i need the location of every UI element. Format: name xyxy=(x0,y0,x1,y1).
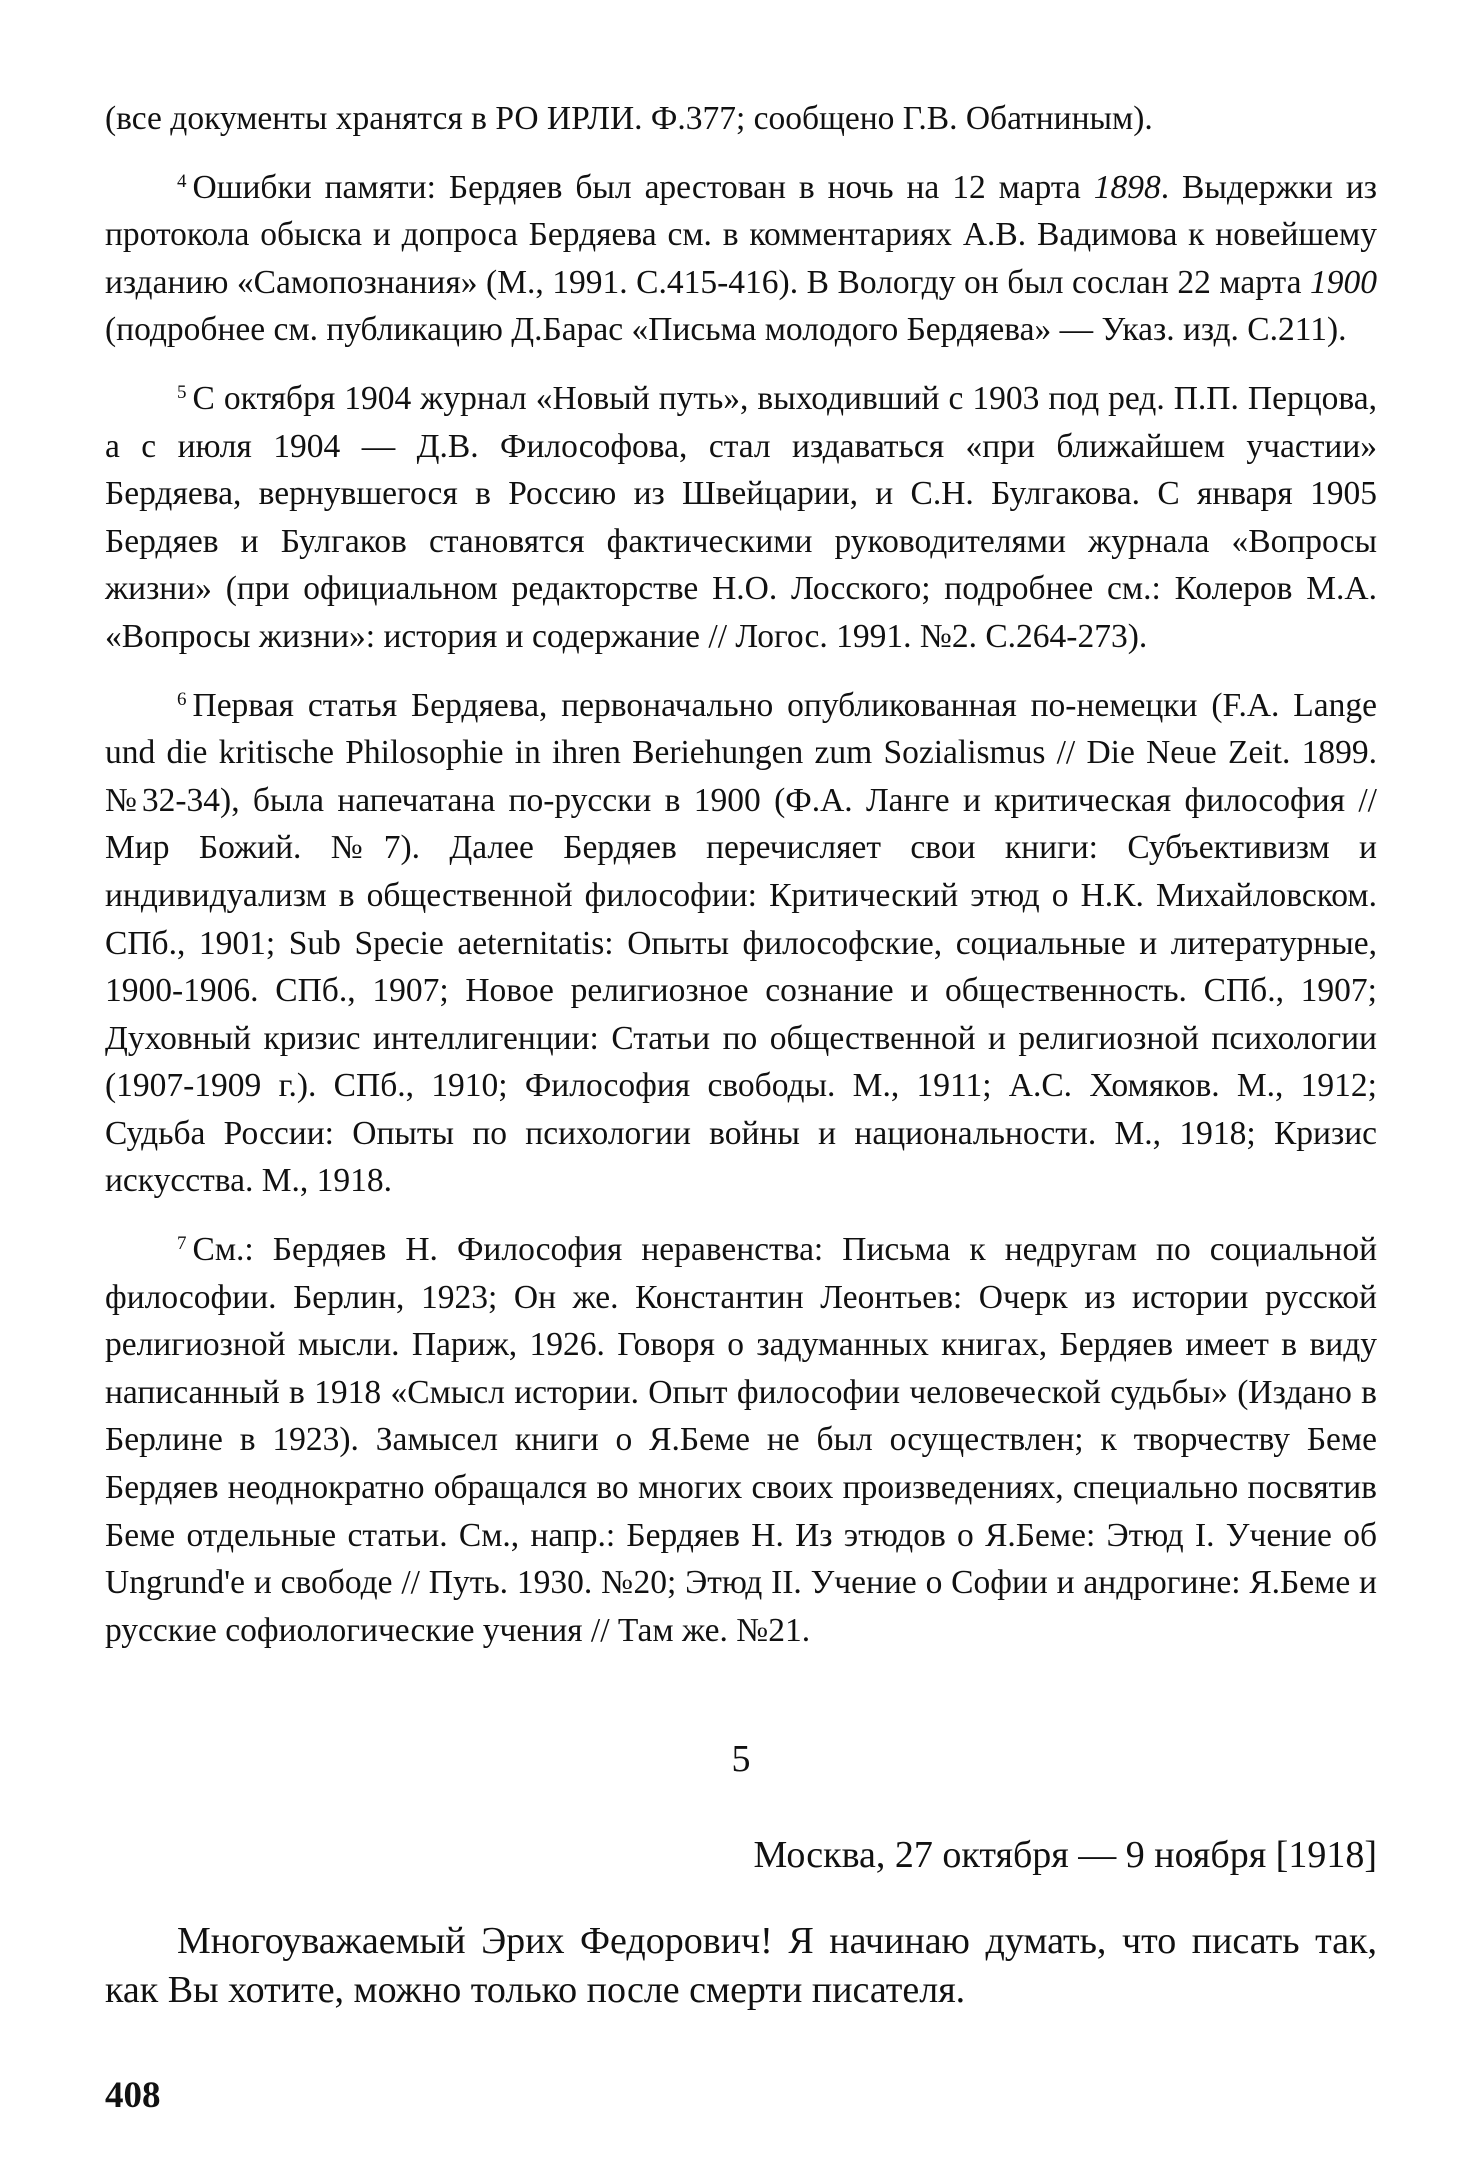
letter-body: Многоуважаемый Эрих Федорович! Я начинаю думать, что писать так, как Вы хотите, можно только после смерти писателя. xyxy=(105,1920,1377,2011)
footnote-number: 4 xyxy=(177,170,187,192)
footnote-number: 6 xyxy=(177,688,187,710)
footnote-text-part: (подробнее см. публикацию Д.Барас «Письма молодого Бердяева» — Указ. изд. С.211). xyxy=(105,311,1347,349)
footnote-6 xyxy=(105,682,1377,1206)
footnote-text-part: . Выдержки из протокола обыска и допроса Бердяева см. в комментариях А.В. Вадимова к новейшему изданию «Самопознания» (М., 1991. С.415-416). В Вологду он был сослан 22 марта xyxy=(105,168,1377,301)
page-content xyxy=(105,95,1377,2116)
page-number: 408 xyxy=(105,2075,161,2116)
footnote-7 xyxy=(105,1226,1377,1654)
footnote-number: 7 xyxy=(177,1233,187,1255)
footnote-italic-year: 1898 xyxy=(1093,168,1161,206)
letter-number: 5 xyxy=(731,1738,751,1780)
footnote-text: С октября 1904 журнал «Новый путь», выходивший с 1903 под ред. П.П. Перцова, а с июля 1904 — Д.В. Философова, стал издаваться «при ближайшем участии» Бердяева, вернувшегося в Россию из Швейцарии, и С.Н. Булгакова. С января 1905 Бердяев и Булгаков становятся фактическими руководителями журнала «Вопросы жизни» (при официальном редакторстве Н.О. Лосского; подробнее см.: Колеров М.А. «Вопросы жизни»: история и содержание // Логос. 1991. №2. С.264-273). xyxy=(105,379,1377,655)
footnote-text: Первая статья Бердяева, первоначально опубликованная по-немецки (F.A. Lange und die kritische Philosophie in ihren Beriehungen zum Sozialismus // Die Neue Zeit. 1899. №32-34), была напечатана по-русски в 1900 (Ф.А. Ланге и критическая философия // Мир Божий. №7). Далее Бердяев перечисляет свои книги: Субъективизм и индивидуализм в общественной философии: Критический этюд о Н.К. Михайловском. СПб., 1901; Sub Specie aeternitatis: Опыты философские, социальные и литературные, 1900-1906. СПб., 1907; Новое религиозное сознание и общественность. СПб., 1907; Духовный кризис интеллигенции: Статьи по общественной и религиозной психологии (1907-1909 г.). СПб., 1910; Философия свободы. М., 1911; А.С. Хомяков. М., 1912; Судьба России: Опыты по психологии войны и национальности. М., 1918; Кризис искусства. М., 1918. xyxy=(105,686,1377,1200)
letter-place-date: Москва, 27 октября — 9 ноября [1918] xyxy=(753,1834,1377,1876)
footnote-4 xyxy=(105,164,1377,354)
footnote-continuation xyxy=(105,95,1377,143)
footnote-text-part: Ошибки памяти: Бердяев был арестован в ночь на 12 марта xyxy=(192,168,1094,206)
footnote-text: (все документы хранятся в РО ИРЛИ. Ф.377; сообщено Г.В. Обатниным). xyxy=(105,100,1153,137)
footnote-5 xyxy=(105,375,1377,661)
footnote-italic-year: 1900 xyxy=(1310,263,1377,301)
footnote-text: См.: Бердяев Н. Философия неравенства: Письма к недругам по социальной философии. Берлин, 1923; Он же. Константин Леонтьев: Очерк из истории русской религиозной мысли. Париж, 1926. Говоря о задуманных книгах, Бердяев имеет в виду написанный в 1918 «Смысл истории. Опыт философии человеческой судьбы» (Издано в Берлине в 1923). Замысел книги о Я.Беме не был осуществлен; к творчеству Беме Бердяев неоднократно обращался во многих своих произведениях, специально посвятив Беме отдельные статьи. См., напр.: Бердяев Н. Из этюдов о Я.Беме: Этюд I. Учение об Ungrund'е и свободе // Путь. 1930. №20; Этюд II. Учение о Софии и андрогине: Я.Беме и русские софиологические учения // Там же. №21. xyxy=(105,1231,1377,1649)
footnote-number: 5 xyxy=(177,381,187,403)
